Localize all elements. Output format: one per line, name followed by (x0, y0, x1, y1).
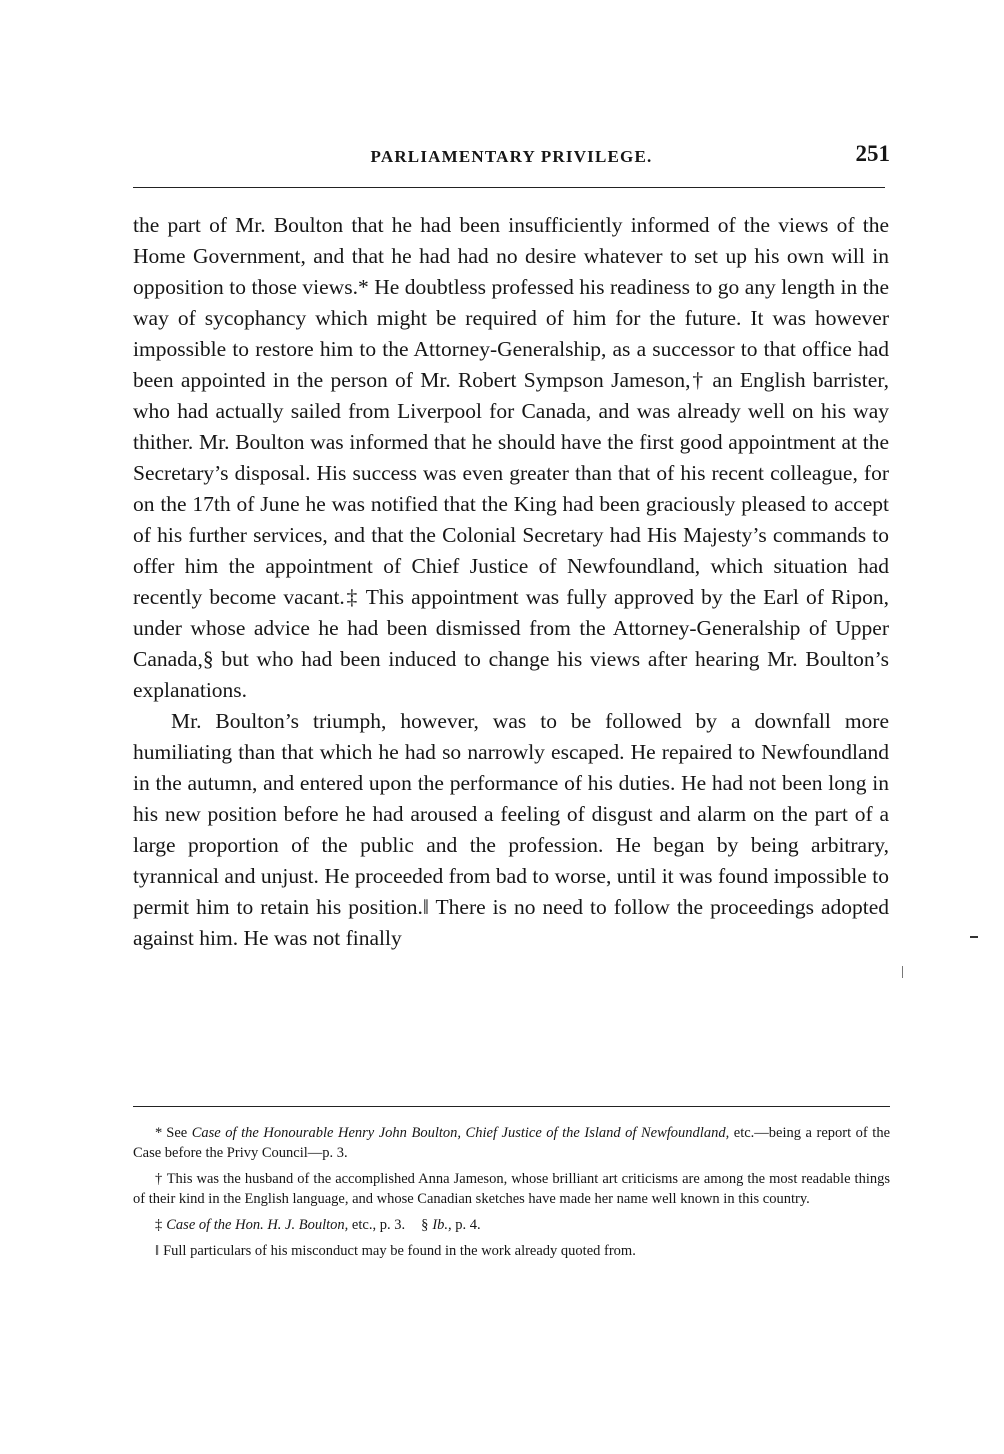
footnote-mark-dagger: † (155, 1171, 163, 1187)
running-title: PARLIAMENTARY PRIVILEGE. (370, 147, 653, 166)
footnote-3-rest: etc., p. 3. (351, 1217, 406, 1233)
footnote-1 (133, 1123, 890, 1163)
footnote-mark-section: § (421, 1217, 429, 1233)
footnote-1-rest: etc.—being a report of the Case before the Privy Council—p. 3. (133, 1125, 891, 1161)
body-paragraph-2: Mr. Boulton’s triumph, however, was to be followed by a downfall more humiliating than that which he had so narrowly escaped. He repaired to Newfoundland in the autumn, and entered upon the performance of his duties. He had not been long in his new position before he had aroused a feeling of disgust and alarm on the part of a large proportion of the public and the profession. He began by being arbitrary, tyrannical and unjust. He proceeded from bad to worse, until it was found impossible to permit him to retain his position.‖ There is no need to follow the proceedings adopted against him. He was not finally (133, 709, 889, 950)
page-number: 251 (855, 141, 890, 166)
scan-artifact-tick (902, 966, 903, 978)
running-head (133, 141, 890, 175)
footnote-5 (133, 1241, 890, 1261)
footnote-mark-asterisk: * (155, 1125, 163, 1141)
header-rule (133, 187, 885, 188)
main-text (133, 210, 889, 954)
body-paragraph-1: the part of Mr. Boulton that he had been insufficiently informed of the views of the Home Government, and that he had had no desire whatever to set up his own will in opposition to those views.* He doubtless professed his readiness to go any length in the way of sycophancy which might be required of him for the future. It was however impossible to restore him to the Attorney-Generalship, as a successor to that office had been appointed in the person of Mr. Robert Sympson Jameson,† an English barrister, who had actually sailed from Liverpool for Canada, and was already well on his way thither. Mr. Boulton was informed that he should have the first good appointment at the Secretary’s disposal. His success was even greater than that of his recent colleague, for on the 17th of June he was notified that the King had been graciously pleased to accept of his further services, and that the Colonial Secretary had His Majesty’s commands to offer him the appointment of Chief Justice of Newfoundland, which situation had recently become vacant.‡ This appointment was fully approved by the Earl of Ripon, under whose advice he had been dismissed from the Attorney-Generalship of Upper Canada,§ but who had been induced to change his views after hearing Mr. Boulton’s explanations. (133, 213, 889, 702)
footnote-2 (133, 1169, 890, 1209)
scan-artifact-dash (970, 936, 978, 938)
footnote-mark-parallel: ‖ (155, 1243, 160, 1259)
footnote-5-text: Full particulars of his misconduct may be found in the work already quoted from. (163, 1243, 636, 1259)
footnote-4-rest: p. 4. (455, 1217, 481, 1233)
footnote-1-lead: See (166, 1125, 188, 1141)
footnote-2-text: This was the husband of the accomplished Anna Jameson, whose brilliant art criticisms are among the most readable things of their kind in the English language, and whose Canadian sketches have made her name well known in this country. (133, 1171, 891, 1207)
footnote-4-title: Ib., (432, 1217, 452, 1233)
footnotes (133, 1123, 890, 1267)
footnote-3-4 (133, 1215, 890, 1235)
footnote-1-title: Case of the Honourable Henry John Boulton, Chief Justice of the Island of Newfoundland, (191, 1125, 730, 1141)
footnote-mark-double-dagger: ‡ (155, 1217, 163, 1233)
footnote-3-title: Case of the Hon. H. J. Boulton, (166, 1217, 349, 1233)
footnote-rule (133, 1106, 890, 1107)
